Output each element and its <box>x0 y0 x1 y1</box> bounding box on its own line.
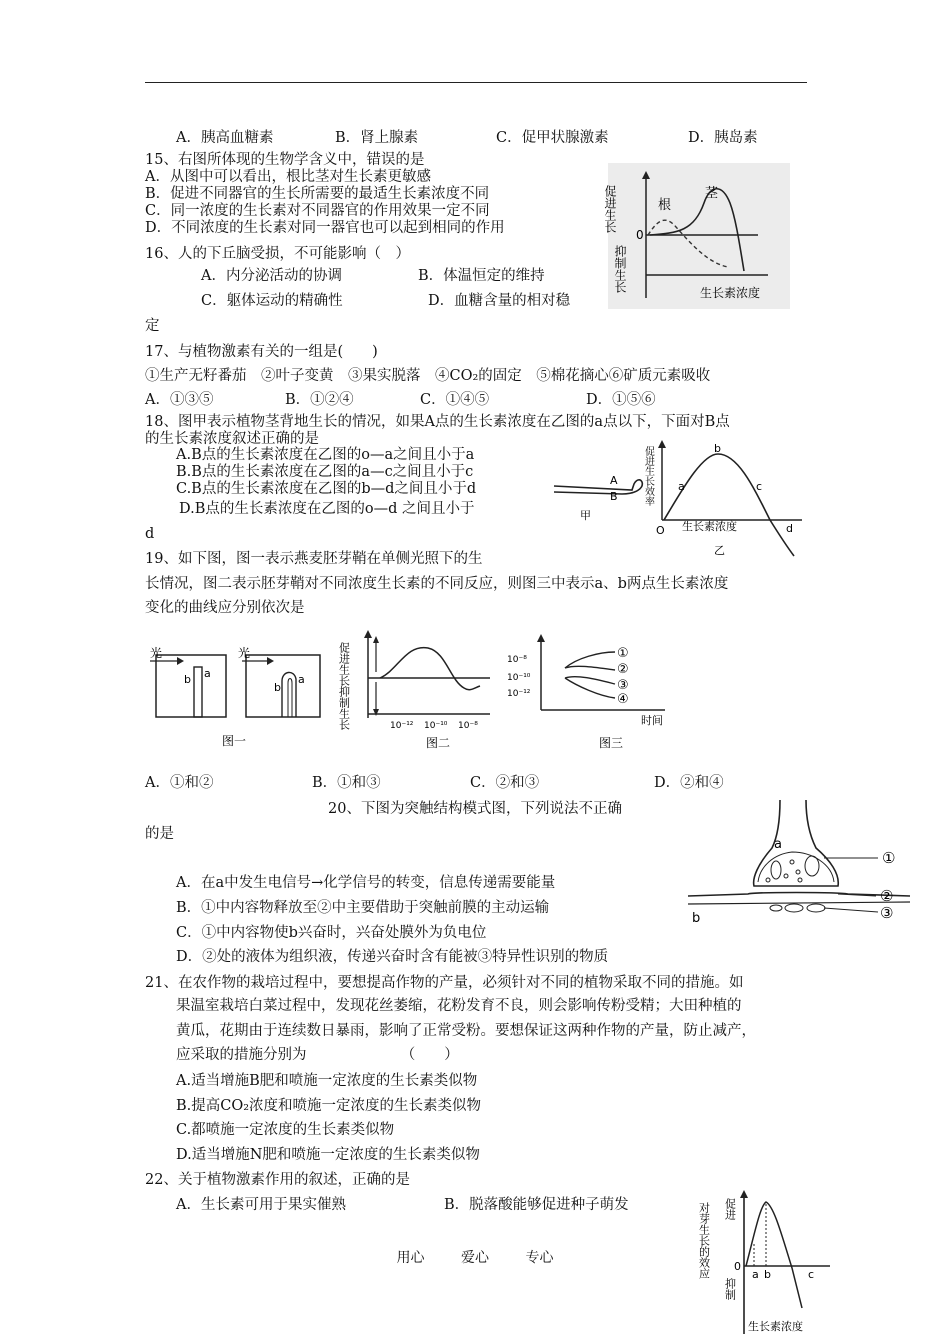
q19-fig3-curve-1: ① <box>617 646 629 661</box>
q15-fig-stem-label: 茎 <box>705 186 719 201</box>
q21-line-2: 果温室栽培白菜过程中，发现花丝萎缩，花粉发育不良，则会影响传粉受精；大田种植的 <box>176 998 742 1014</box>
q15-figure <box>603 163 790 309</box>
q15-fig-x-label: 生长素浓度 <box>700 286 761 300</box>
q19-fig3-x-label: 时间 <box>641 714 663 727</box>
q18-fig-pt-d: d <box>786 522 793 535</box>
q18-fig-point-a: A <box>610 474 618 487</box>
q22-fig-b: b <box>764 1268 771 1281</box>
q15-option-a: A．从图中可以看出，根比茎对生长素更敏感 <box>145 169 431 185</box>
page-footer <box>0 1247 950 1267</box>
q16-option-b: B．体温恒定的维持 <box>418 268 545 284</box>
q21-line-1: 21、在农作物的栽培过程中，要想提高作物的产量，必须针对不同的植物采取不同的措施。如 <box>145 975 744 991</box>
q20-option-a: A．在a中发生电信号→化学信号的转变，信息传递需要能量 <box>176 875 556 891</box>
q21-line-3: 黄瓜，花期由于连续数日暴雨，影响了正常受粉。要想保证这两种作物的产量，防止减产， <box>176 1023 756 1039</box>
q15-fig-zero: 0 <box>636 228 644 242</box>
q20-fig-b: b <box>692 911 701 926</box>
q22-fig-c: c <box>808 1268 815 1281</box>
q20-option-d: D．②处的液体为组织液，传递兴奋时含有能被③特异性识别的物质 <box>176 949 609 965</box>
q20-option-c: C．①中内容物使b兴奋时，兴奋处膜外为负电位 <box>176 925 487 941</box>
q19-fig3-curve-4: ④ <box>617 692 629 707</box>
q18-option-d: D.B点的生长素浓度在乙图的o—d 之间且小于 <box>179 501 475 517</box>
q19-figure-2 <box>337 626 500 750</box>
q15-option-d: D．不同浓度的生长素对同一器官也可以起到相同的作用 <box>145 220 505 236</box>
q19-option-c: C．②和③ <box>470 775 540 791</box>
q19-fig3-y-tick-1: 10⁻⁸ <box>507 655 527 665</box>
q20-fig-n1: ① <box>882 849 896 867</box>
q18-option-a: A.B点的生长素浓度在乙图的o—a之间且小于a <box>176 447 475 463</box>
q22-fig-y-bottom: 抑制 <box>723 1278 737 1300</box>
q14-option-c: C．促甲状腺激素 <box>496 130 609 146</box>
q18-fig-y-label: 促进生长效率 <box>642 446 654 506</box>
q16-option-d-cont: 定 <box>145 318 160 334</box>
q19-fig2-tick-3: 10⁻⁸ <box>458 721 478 731</box>
q22-fig-y-left: 对芽生长的效应 <box>697 1202 711 1279</box>
footer-text-2: 爱心 <box>461 1250 489 1266</box>
q18-option-d-cont: d <box>145 526 155 542</box>
q16-option-a: A．内分泌活动的协调 <box>201 268 342 284</box>
q19-figure-3 <box>505 634 685 750</box>
q18-stem-2: 的生长素浓度叙述正确的是 <box>145 431 319 447</box>
q18-stem-1: 18、图甲表示植物茎背地生长的情况，如果A点的生长素浓度在乙图的a点以下，下面对B点 <box>145 414 730 430</box>
q18-fig-pt-b: b <box>714 442 721 455</box>
q19-option-a: A．①和② <box>145 775 214 791</box>
q20-fig-a: a <box>774 837 782 852</box>
q22-fig-x-label: 生长素浓度 <box>748 1320 803 1333</box>
q15-fig-y-bottom: 抑制生长 <box>613 245 627 293</box>
q19-fig1-b: b <box>184 673 191 686</box>
q19-fig3-y-tick-2: 10⁻¹⁰ <box>507 673 531 683</box>
q16-stem: 16、人的下丘脑受损，不可能影响（ ） <box>145 246 410 262</box>
q22-fig-a: a <box>752 1268 759 1281</box>
q19-option-d: D．②和④ <box>654 775 724 791</box>
q21-option-d: D.适当增施N肥和喷施一定浓度的生长素类似物 <box>176 1147 480 1163</box>
q19-fig3-caption: 图三 <box>599 736 624 750</box>
q19-fig2-y-top: 促进生长 <box>337 642 351 686</box>
q15-stem: 15、右图所体现的生物学含义中，错误的是 <box>145 152 425 168</box>
q19-fig1-caption: 图一 <box>222 734 247 748</box>
q19-fig2-y-bottom: 抑制生长 <box>337 686 351 730</box>
q19-fig3-curve-2: ② <box>617 662 629 677</box>
q19-option-b: B．①和③ <box>312 775 381 791</box>
q15-option-b: B．促进不同器官的生长所需要的最适生长素浓度不同 <box>145 186 490 202</box>
q19-fig3-y-tick-3: 10⁻¹² <box>507 689 531 699</box>
q19-fig1-a2: a <box>298 673 305 686</box>
q14-option-b: B．肾上腺素 <box>335 130 419 146</box>
q20-stem-2: 的是 <box>145 826 174 842</box>
q18-figure <box>552 440 810 558</box>
q19-fig1-b2: b <box>274 681 281 694</box>
q19-figure-1 <box>150 645 330 750</box>
q22-stem: 22、关于植物激素作用的叙述，正确的是 <box>145 1172 410 1188</box>
q19-fig2-tick-1: 10⁻¹² <box>390 721 414 731</box>
q18-option-c: C.B点的生长素浓度在乙图的b—d之间且小于d <box>176 481 477 497</box>
q19-stem-1: 19、如下图，图一表示燕麦胚芽鞘在单侧光照下的生 <box>145 551 483 567</box>
q21-option-a: A.适当增施B肥和喷施一定浓度的生长素类似物 <box>176 1073 478 1089</box>
q18-fig-pt-c: c <box>756 480 763 493</box>
q17-option-d: D．①⑤⑥ <box>586 392 656 408</box>
q22-fig-y-top: 促进 <box>723 1198 737 1220</box>
header-rule <box>145 82 807 83</box>
q21-line-4: 应采取的措施分别为 （ ） <box>176 1047 459 1063</box>
q17-items: ①生产无籽番茄 ②叶子变黄 ③果实脱落 ④CO₂的固定 ⑤棉花摘心⑥矿质元素吸收 <box>145 368 711 384</box>
q14-option-a: A．胰高血糖素 <box>176 130 274 146</box>
q17-option-b: B．①②④ <box>285 392 354 408</box>
q15-fig-root-label: 根 <box>658 198 672 213</box>
q18-fig-x-label: 生长素浓度 <box>682 520 737 533</box>
q17-option-a: A．①③⑤ <box>145 392 214 408</box>
q14-option-d: D．胰岛素 <box>688 130 758 146</box>
q22-option-b: B．脱落酸能够促进种子萌发 <box>444 1197 629 1213</box>
q19-fig1-a: a <box>204 667 211 680</box>
q21-option-c: C.都喷施一定浓度的生长素类似物 <box>176 1122 395 1138</box>
q20-figure <box>688 800 913 928</box>
q21-option-b: B.提高CO₂浓度和喷施一定浓度的生长素类似物 <box>176 1098 482 1114</box>
q17-option-c: C．①④⑤ <box>420 392 490 408</box>
q16-option-c: C．躯体运动的精确性 <box>201 293 343 309</box>
q18-fig-yi: 乙 <box>714 544 725 557</box>
q18-fig-pt-a: a <box>678 480 685 493</box>
footer-text-3: 专心 <box>525 1250 554 1266</box>
q20-fig-n3: ③ <box>880 904 894 922</box>
q18-fig-point-b: B <box>610 490 618 503</box>
q18-fig-jia: 甲 <box>580 509 591 522</box>
q19-fig3-curve-3: ③ <box>617 678 629 693</box>
q22-fig-zero: 0 <box>734 1260 741 1273</box>
q19-fig1-light-2: 光 <box>238 646 251 660</box>
q19-fig1-light-1: 光 <box>150 646 163 660</box>
q17-stem: 17、与植物激素有关的一组是( ) <box>145 344 378 360</box>
q20-stem-1: 20、下图为突触结构模式图，下列说法不正确 <box>328 801 622 817</box>
footer-text-1: 用心 <box>396 1250 425 1266</box>
q16-option-d: D．血糖含量的相对稳 <box>428 293 571 309</box>
q18-option-b: B.B点的生长素浓度在乙图的a—c之间且小于c <box>176 464 474 480</box>
q20-option-b: B．①中内容物释放至②中主要借助于突触前膜的主动运输 <box>176 900 550 916</box>
q20-fig-n2: ② <box>880 887 894 905</box>
q15-fig-y-top: 促进生长 <box>603 185 617 233</box>
q19-fig2-tick-2: 10⁻¹⁰ <box>424 721 448 731</box>
q19-stem-3: 变化的曲线应分别依次是 <box>145 600 305 616</box>
q15-option-c: C．同一浓度的生长素对不同器官的作用效果一定不同 <box>145 203 490 219</box>
q18-fig-origin: O <box>656 524 665 537</box>
q19-stem-2: 长情况，图二表示胚芽鞘对不同浓度生长素的不同反应，则图三中表示a、b两点生长素浓度 <box>145 576 729 592</box>
q19-fig2-caption: 图二 <box>426 736 451 750</box>
q22-option-a: A．生长素可用于果实催熟 <box>176 1197 346 1213</box>
